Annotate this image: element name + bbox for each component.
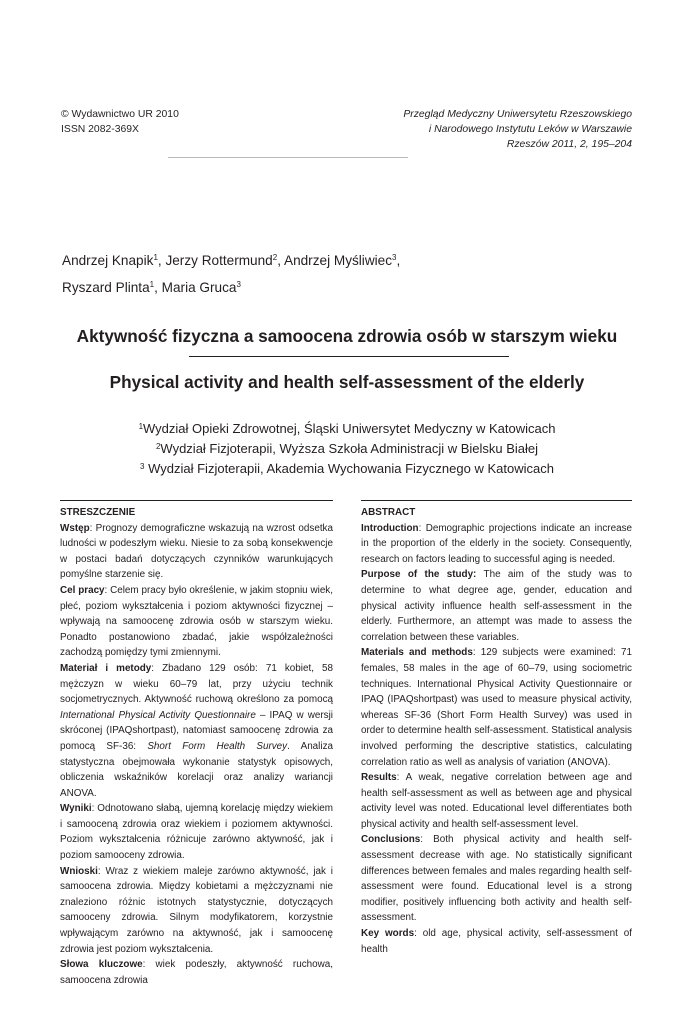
author-name: Ryszard Plinta <box>62 280 150 295</box>
material-survey-name: Short Form Health Survey <box>147 740 288 752</box>
author-name: Andrzej Knapik <box>62 253 154 268</box>
journal-name-line-2: i Narodowego Instytutu Leków w Warszawie <box>428 124 632 135</box>
wnioski-label: Wnioski <box>60 865 98 877</box>
affiliation-text: Wydział Fizjoterapii, Wyższa Szkoła Administracji w Bielsku Białej <box>160 441 539 456</box>
wyniki-paragraph <box>60 801 333 863</box>
material-questionnaire-name: International Physical Activity Questionnaire <box>60 709 256 721</box>
introduction-text: : Demographic projections indicate an increase in the proportion of the elderly in the society. Consequently, research on factors leading to successful aging is needed. <box>361 522 632 565</box>
wnioski-paragraph <box>60 864 333 958</box>
results-paragraph <box>361 770 632 832</box>
affiliation-mark: 3 <box>140 462 145 471</box>
wstep-paragraph <box>60 521 333 583</box>
journal-issue-line: Rzeszów 2011, 2, 195–204 <box>506 139 632 150</box>
publisher-info <box>61 107 179 137</box>
author-separator: , <box>157 253 166 268</box>
wstep-text: : Prognozy demograficzne wskazują na wzrost odsetka ludności w podeszłym wieku. Niesie to za sobą konsekwencje w postaci badań dotyczących czynników warunkujących pomyślne starzenie się. <box>60 522 333 581</box>
journal-info <box>403 107 632 152</box>
affiliation-item <box>40 458 654 478</box>
author-affiliation-mark: 3 <box>392 253 397 262</box>
author-separator: , <box>396 253 401 268</box>
author-affiliation-mark: 2 <box>272 253 278 262</box>
author-line-2 <box>62 273 642 300</box>
affiliation-item <box>40 438 654 458</box>
author-name: Maria Gruca <box>161 280 237 295</box>
author-line-1 <box>62 246 642 273</box>
affiliation-list <box>40 418 654 478</box>
wstep-label: Wstęp <box>60 522 90 534</box>
affiliation-mark: 1 <box>138 422 144 431</box>
author-affiliation-mark: 3 <box>236 280 241 289</box>
methods-text: : 129 subjects were examined: 71 females, 58 males in the age of 60–79, using sociometric techniques. International Physical Activity Questionnaire or IPAQ (IPAQshortpast) was used to measure physical activity, whereas SF-36 (Short Form Health Survey) was used in order to determine health self-assessment. Statistical analysis involved performing the descriptive statistics, calculating correlation ratio as well as analysis of variation (ANOVA). <box>361 647 632 768</box>
author-affiliation-mark: 1 <box>153 253 158 262</box>
introduction-paragraph <box>361 521 632 568</box>
title-english: Physical activity and health self-assessment of the elderly <box>109 372 585 392</box>
material-text: . Analiza statystyczna obejmowała wykonanie statystyk opisowych, obliczenia wskaźników korelacji oraz analizy wariancji ANOVA. <box>60 740 333 799</box>
author-list <box>62 246 642 300</box>
methods-paragraph <box>361 645 632 770</box>
cel-paragraph <box>60 583 333 661</box>
title-divider <box>189 356 509 357</box>
title-polish: Aktywność fizyczna a samoocena zdrowia osób w starszym wieku <box>76 326 618 346</box>
results-text: : A weak, negative correlation between age and health self-assessment as well as between age and physical activity level was noted. Educational level differentiates both physical activity and health self-assessment level. <box>361 772 632 830</box>
header-divider <box>168 157 408 158</box>
author-name: Andrzej Myśliwiec <box>284 253 393 268</box>
streszczenie-heading: STRESZCZENIE <box>60 507 136 518</box>
keywords-paragraph <box>361 926 632 957</box>
purpose-text: The aim of the study was to determine to what degree age, gender, education and physical activity influence health self-assessment in the elderly. Furthermore, an attempt was made to assess the correlation between these variables. <box>361 569 632 643</box>
affiliation-item <box>40 418 654 438</box>
methods-label: Materials and methods <box>361 647 473 659</box>
journal-name-line-1: Przegląd Medyczny Uniwersytetu Rzeszowskiego <box>403 109 632 120</box>
purpose-paragraph <box>361 567 632 645</box>
affiliation-text: Wydział Opieki Zdrowotnej, Śląski Uniwersytet Medyczny w Katowicach <box>143 421 556 436</box>
column-divider <box>60 500 333 501</box>
slowa-kluczowe-paragraph <box>60 957 333 988</box>
wnioski-text: : Wraz z wiekiem maleje zarówno aktywność, jak i samoocena zdrowia. Między kobietami a mężczyznami nie znaleziono różnic istotnych statystycznie, dotyczących samooceny zdrowia. Silnym modyfikatorem, korzystnie wpływającym zarówno na aktywność, jak i samoocenę zdrowia jest poziom wykształcenia. <box>60 865 333 955</box>
keywords-text: : old age, physical activity, self-assessment of health <box>361 928 632 955</box>
cel-text: : Celem pracy było określenie, w jakim stopniu wiek, płeć, poziom wykształcenia i poziom aktywności fizycznej – wpływają na samoocenę zdrowia osób w starszym wieku. Ponadto postanowiono zbadać, jakie współzależności zachodzą pomiędzy tymi zmiennymi. <box>60 584 333 659</box>
slowa-kluczowe-label: Słowa kluczowe <box>60 959 143 971</box>
slowa-kluczowe-text: : wiek podeszły, aktywność ruchowa, samoocena zdrowia <box>60 959 333 986</box>
material-text: – IPAQ w wersji skróconej (IPAQshortpast), natomiast samoocenę zdrowia za pomocą SF-36: <box>60 709 333 752</box>
author-separator: , <box>154 280 162 295</box>
wyniki-label: Wyniki <box>60 803 92 815</box>
results-label: Results <box>361 772 397 784</box>
affiliation-mark: 2 <box>155 442 161 451</box>
material-paragraph <box>60 661 333 801</box>
wyniki-text: : Odnotowano słabą, ujemną korelację między wiekiem i samooceną zdrowia oraz wiekiem i poziomem aktywności. Poziom wykształcenia różnicuje zarówno aktywność, jak i poziom samooceny zdrowia. <box>60 803 333 862</box>
cel-label: Cel pracy <box>60 584 105 596</box>
abstract-column <box>361 500 632 957</box>
author-name: Jerzy Rottermund <box>165 253 273 268</box>
introduction-label: Introduction <box>361 522 419 534</box>
author-affiliation-mark: 1 <box>149 280 155 289</box>
column-divider <box>361 500 632 501</box>
material-label: Materiał i metody <box>60 662 152 674</box>
abstract-heading: ABSTRACT <box>361 507 416 518</box>
purpose-label: Purpose of the study: <box>361 569 477 581</box>
issn-line: ISSN 2082-369X <box>61 124 139 135</box>
material-text: : Zbadano 129 osób: 71 kobiet, 58 mężczyzn w wieku 60–79 lat, przy użyciu technik socjometrycznych. Aktywność ruchową określono za pomocą <box>60 662 333 706</box>
conclusions-text: : Both physical activity and health self-assessment decrease with age. No statistically significant differences between females and males regarding health self-assessment were found. Educational level is a strong modifier, positively influencing both activity and health self-assessment. <box>361 834 632 924</box>
keywords-label: Key words <box>361 928 415 940</box>
copyright-line: © Wydawnictwo UR 2010 <box>61 109 179 120</box>
author-separator: , <box>277 253 284 268</box>
affiliation-text: Wydział Fizjoterapii, Akademia Wychowania Fizycznego w Katowicach <box>144 461 554 476</box>
conclusions-paragraph <box>361 832 632 926</box>
conclusions-label: Conclusions <box>361 834 421 846</box>
streszczenie-column <box>60 500 333 988</box>
